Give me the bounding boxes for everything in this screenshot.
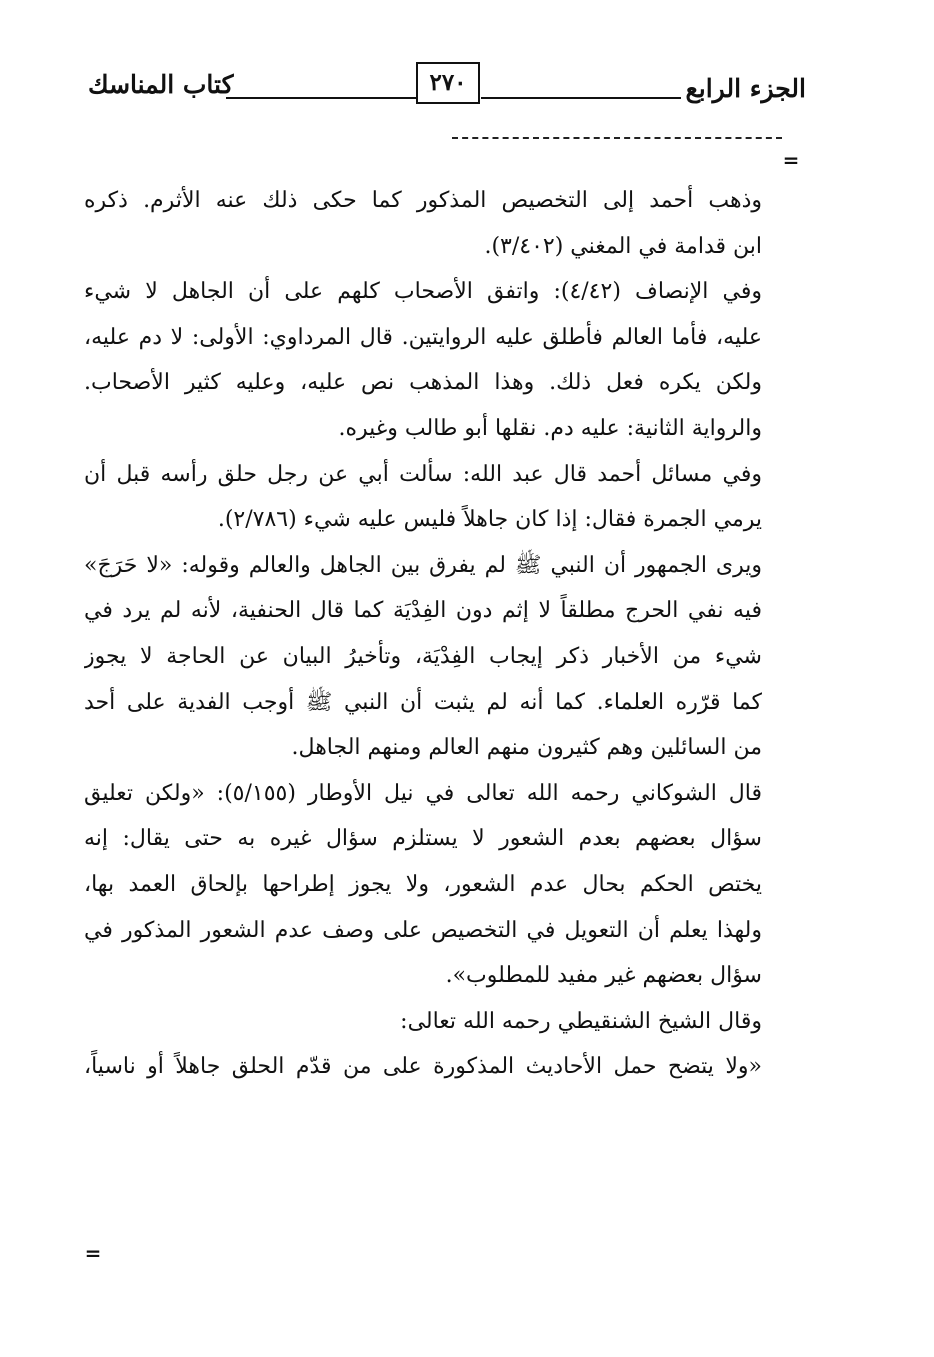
text-line: قال الشوكاني رحمه الله تعالى في نيل الأوطار (٥/١٥٥): «ولكن تعليق	[84, 780, 762, 806]
running-header	[88, 62, 806, 118]
text-line: من السائلين وهم كثيرون منهم العالم ومنهم الجاهل.	[291, 735, 762, 761]
text-line: سؤال بعضهم بعدم الشعور لا يستلزم سؤال غيره به حتى يقال: إنه	[84, 826, 762, 852]
text-line: وقال الشيخ الشنقيطي رحمه الله تعالى:	[400, 1008, 762, 1034]
text-line: شيء من الأخبار ذكر إيجاب الفِدْيَة، وتأخيرُ البيان عن الحاجة لا يجوز	[84, 643, 762, 669]
text-line: ابن قدامة في المغني (٣/٤٠٢).	[484, 233, 762, 259]
header-rule-left	[226, 97, 416, 99]
body-text	[84, 178, 762, 1090]
header-rule-right	[481, 97, 681, 99]
volume-label: الجزء الرابع	[685, 74, 806, 103]
text-line: يرمي الجمرة فقال: إذا كان جاهلاً فليس عليه شيء (٢/٧٨٦).	[217, 507, 762, 533]
text-line: سؤال بعضهم غير مفيد للمطلوب».	[445, 963, 762, 989]
text-line: كما قرّره العلماء. كما أنه لم يثبت أن النبي ﷺ أوجب الفدية على أحد	[84, 689, 762, 715]
continuation-mark-top: =	[782, 148, 800, 172]
text-line: فيه نفي الحرج مطلقاً لا إثم دون الفِدْيَة كما قال الحنفية، لأنه لم يرد في	[84, 598, 762, 624]
text-line: وفي الإنصاف (٤/٤٢): واتفق الأصحاب كلهم على أن الجاهل لا شيء	[84, 279, 762, 305]
text-line: وفي مسائل أحمد قال عبد الله: سألت أبي عن رجل حلق رأسه قبل أن	[84, 461, 762, 487]
text-line: «ولا يتضح حمل الأحاديث المذكورة على من قدّم الحلق جاهلاً أو ناسياً،	[84, 1054, 762, 1080]
book-title: كتاب المناسك	[88, 70, 234, 99]
text-line: عليه، فأما العالم فأطلق عليه الروايتين. قال المرداوي: الأولى: لا دم عليه،	[84, 324, 762, 350]
text-line: وذهب أحمد إلى التخصيص المذكور كما حكى ذلك عنه الأثرم. ذكره	[84, 188, 762, 213]
text-line: ولكن يكره فعل ذلك. وهذا المذهب نص عليه، وعليه كثير الأصحاب.	[84, 370, 762, 396]
header-dashed-separator	[452, 137, 782, 139]
text-line: يختص الحكم بحال عدم الشعور، ولا يجوز إطراحها بإلحاق العمد بها،	[84, 871, 762, 897]
page-number: ٢٧٠	[416, 62, 480, 104]
text-line: ولهذا يعلم أن التعويل في التخصيص على وصف عدم الشعور المذكور في	[84, 917, 762, 943]
text-line: ويرى الجمهور أن النبي ﷺ لم يفرق بين الجاهل والعالم وقوله: «لا حَرَجَ»	[84, 552, 762, 578]
continuation-mark-bottom: =	[84, 1241, 102, 1265]
text-line: والرواية الثانية: عليه دم. نقلها أبو طالب وغيره.	[338, 415, 762, 441]
